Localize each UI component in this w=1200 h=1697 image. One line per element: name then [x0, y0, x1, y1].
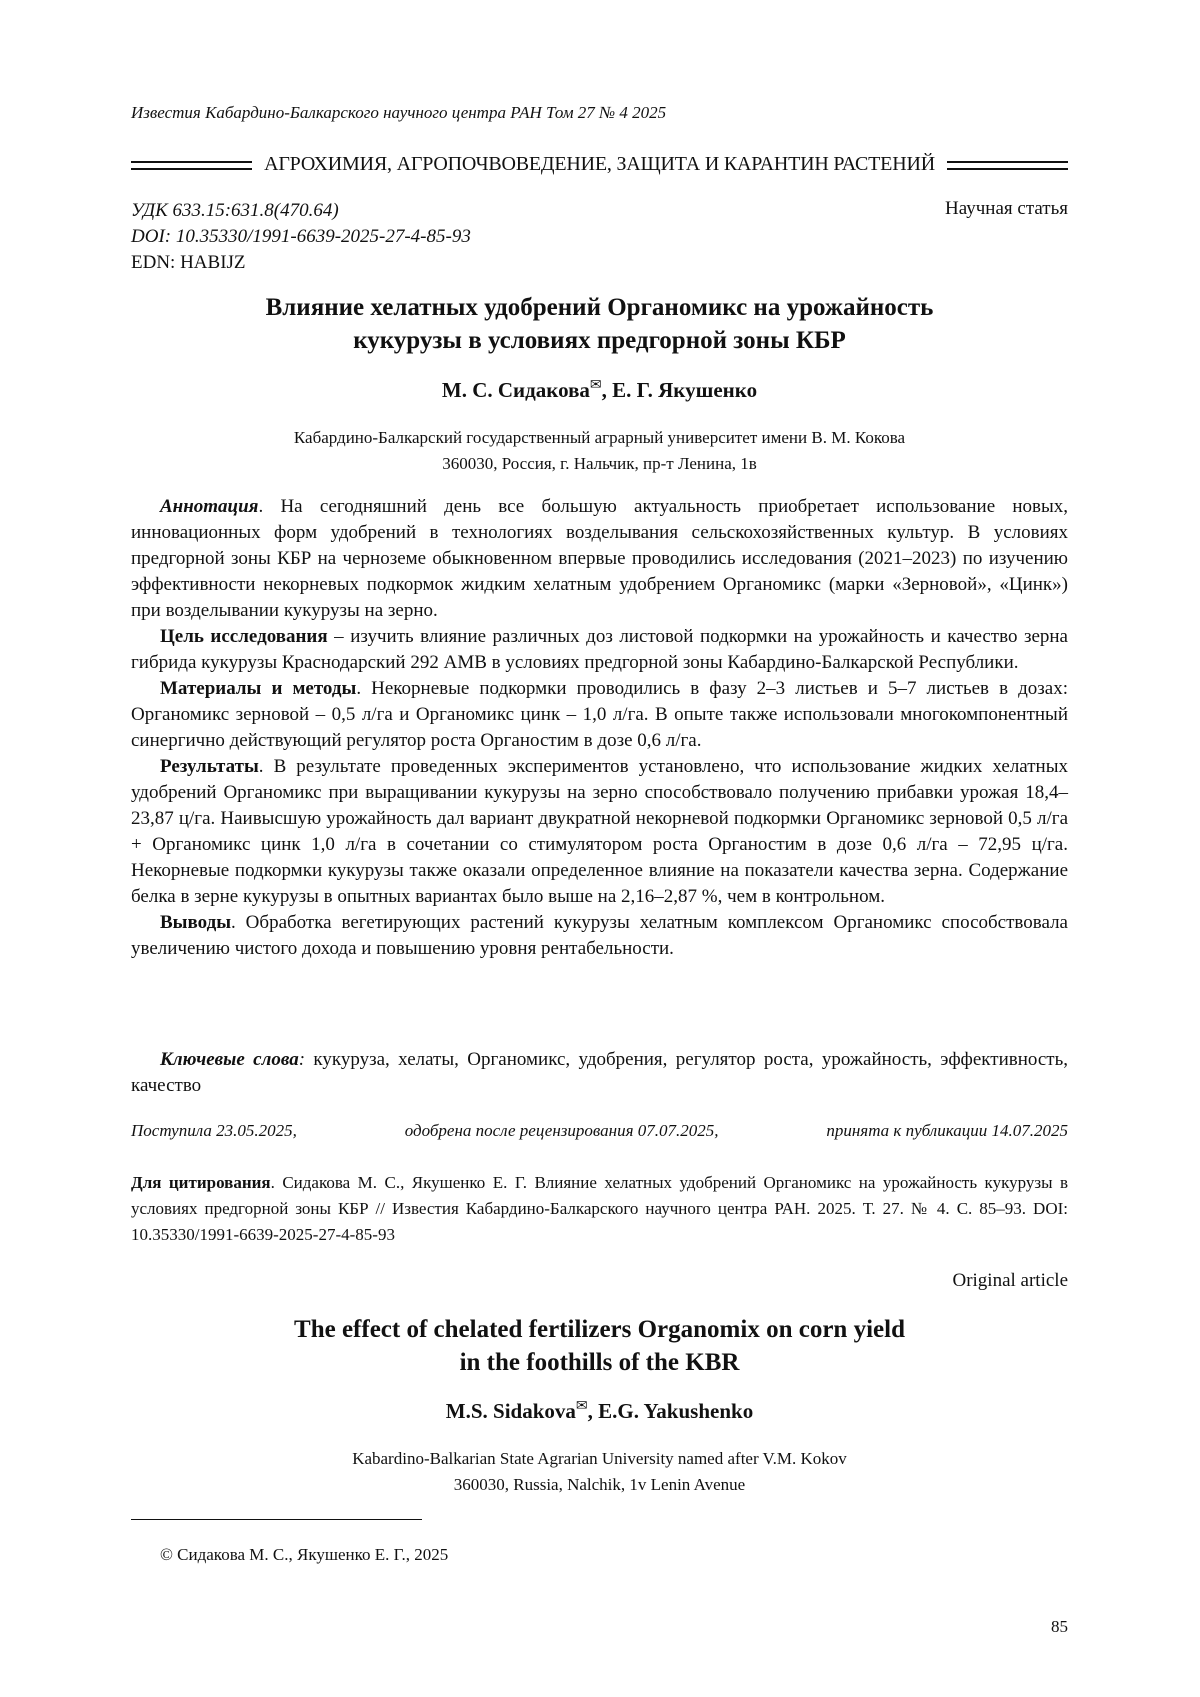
abstract-conclusions [131, 910, 1068, 962]
footnote-divider [131, 1519, 422, 1520]
citation-text: . Сидакова М. С., Якушенко Е. Г. Влияние хелатных удобрений Органомикс на урожайность кукурузы в условиях предгорной зоны КБР // Известия Кабардино-Балкарского научного центра РАН. 2025. Т. 27. № 4. С. 85–93. DOI: 10.35330/1991-6639-2025-27-4-85-93 [131, 1173, 1068, 1244]
affiliation-ru-line-1: Кабардино-Балкарский государственный аграрный университет имени В. М. Кокова [131, 425, 1068, 451]
authors-ru [131, 377, 1068, 403]
keywords [131, 1047, 1068, 1099]
methods-text: . Некорневые подкормки проводились в фазу 2–3 листьев и 5–7 листьев в дозах: Органомикс зерновой – 0,5 л/га и Органомикс цинк – 1,0 л/га. В опыте также использовали многокомпонентный синергично действующий регулятор роста Органостим в дозе 0,6 л/га. [131, 678, 1068, 751]
affiliation-en-line-2: 360030, Russia, Nalchik, 1v Lenin Avenue [131, 1472, 1068, 1498]
title-en-line-1: The effect of chelated fertilizers Organomix on corn yield [131, 1313, 1068, 1346]
article-title-ru [131, 291, 1068, 357]
citation-label: Для цитирования [131, 1173, 271, 1192]
author-1: М. С. Сидакова [442, 378, 590, 402]
affiliation-en [131, 1446, 1068, 1498]
title-ru-line-2: кукурузы в условиях предгорной зоны КБР [131, 324, 1068, 357]
envelope-icon: ✉ [590, 378, 602, 393]
article-title-en [131, 1313, 1068, 1379]
envelope-icon-en: ✉ [576, 1399, 588, 1414]
section-rule-left [131, 161, 252, 170]
journal-header: Известия Кабардино-Балкарского научного центра РАН Том 27 № 4 2025 [131, 103, 666, 123]
author-en-2: , E.G. Yakushenko [588, 1399, 754, 1423]
article-identifiers [131, 198, 471, 276]
abstract-goal [131, 624, 1068, 676]
title-en-line-2: in the foothills of the KBR [131, 1346, 1068, 1379]
date-accepted: принята к публикации 14.07.2025 [826, 1121, 1068, 1141]
goal-text: – изучить влияние различных доз листовой подкормки на урожайность и качество зерна гибрида кукурузы Краснодарский 292 АМВ в условиях предгорной зоны Кабардино-Балкарской Республики. [131, 626, 1068, 673]
page-number: 85 [1051, 1617, 1068, 1637]
title-ru-line-1: Влияние хелатных удобрений Органомикс на урожайность [131, 291, 1068, 324]
abstract-annotation [131, 494, 1068, 624]
affiliation-ru [131, 425, 1068, 477]
article-type: Научная статья [945, 198, 1068, 220]
keywords-text: кукуруза, хелаты, Органомикс, удобрения, регулятор роста, урожайность, эффективность, качество [131, 1049, 1068, 1096]
udc-code: УДК 633.15:631.8(470.64) [131, 198, 471, 224]
abstract-results [131, 754, 1068, 910]
date-approved: одобрена после рецензирования 07.07.2025, [405, 1121, 719, 1141]
annotation-label: Аннотация [160, 496, 258, 517]
keywords-colon: : [299, 1049, 305, 1070]
affiliation-en-line-1: Kabardino-Balkarian State Agrarian University named after V.M. Kokov [131, 1446, 1068, 1472]
section-title: АГРОХИМИЯ, АГРОПОЧВОВЕДЕНИЕ, ЗАЩИТА И КАРАНТИН РАСТЕНИЙ [252, 153, 947, 176]
author-en-1: M.S. Sidakova [446, 1399, 576, 1423]
date-received: Поступила 23.05.2025, [131, 1121, 297, 1141]
conclusions-label: Выводы [160, 912, 231, 933]
results-text: . В результате проведенных экспериментов установлено, что использование жидких хелатных удобрений Органомикс при выращивании кукурузы на зерно способствовало получению прибавки урожая 18,4–23,87 ц/га. Наивысшую урожайность дал вариант двукратной некорневой подкормки Органомикс зерновой 0,5 л/га + Органомикс цинк 1,0 л/га в сочетании со стимулятором роста Органостим в дозе 0,6 л/га – 72,95 ц/га. Некорневые подкормки кукурузы также оказали определенное влияние на показатели качества зерна. Содержание белка в зерне кукурузы в опытных вариантах было выше на 2,16–2,87 %, чем в контрольном. [131, 756, 1068, 907]
author-2: , Е. Г. Якушенко [602, 378, 757, 402]
paper-page [0, 0, 1200, 1697]
methods-label: Материалы и методы [160, 678, 356, 699]
authors-en [131, 1398, 1068, 1424]
abstract-methods [131, 676, 1068, 754]
copyright-notice: © Сидакова М. С., Якушенко Е. Г., 2025 [160, 1545, 448, 1565]
goal-label: Цель исследования [160, 626, 328, 647]
annotation-text: . На сегодняшний день все большую актуальность приобретает использование новых, инновационных форм удобрений в технологиях возделывания сельскохозяйственных культур. В условиях предгорной зоны КБР на черноземе обыкновенном впервые проводились исследования (2021–2023) по изучению эффективности некорневых подкормок жидким хелатным удобрением Органомикс (марки «Зерновой», «Цинк») при возделывании кукурузы на зерно. [131, 496, 1068, 621]
section-rule-right [947, 161, 1068, 170]
doi: DOI: 10.35330/1991-6639-2025-27-4-85-93 [131, 224, 471, 250]
conclusions-text: . Обработка вегетирующих растений кукурузы хелатным комплексом Органомикс способствовала увеличению чистого дохода и повышению уровня рентабельности. [131, 912, 1068, 959]
edn: EDN: HABIJZ [131, 250, 471, 276]
results-label: Результаты [160, 756, 259, 777]
article-type-en: Original article [952, 1270, 1068, 1292]
publication-dates [131, 1121, 1068, 1141]
citation [131, 1170, 1068, 1248]
section-heading [131, 151, 1068, 177]
abstract [131, 494, 1068, 962]
keywords-label: Ключевые слова [160, 1049, 299, 1070]
affiliation-ru-line-2: 360030, Россия, г. Нальчик, пр-т Ленина, 1в [131, 451, 1068, 477]
